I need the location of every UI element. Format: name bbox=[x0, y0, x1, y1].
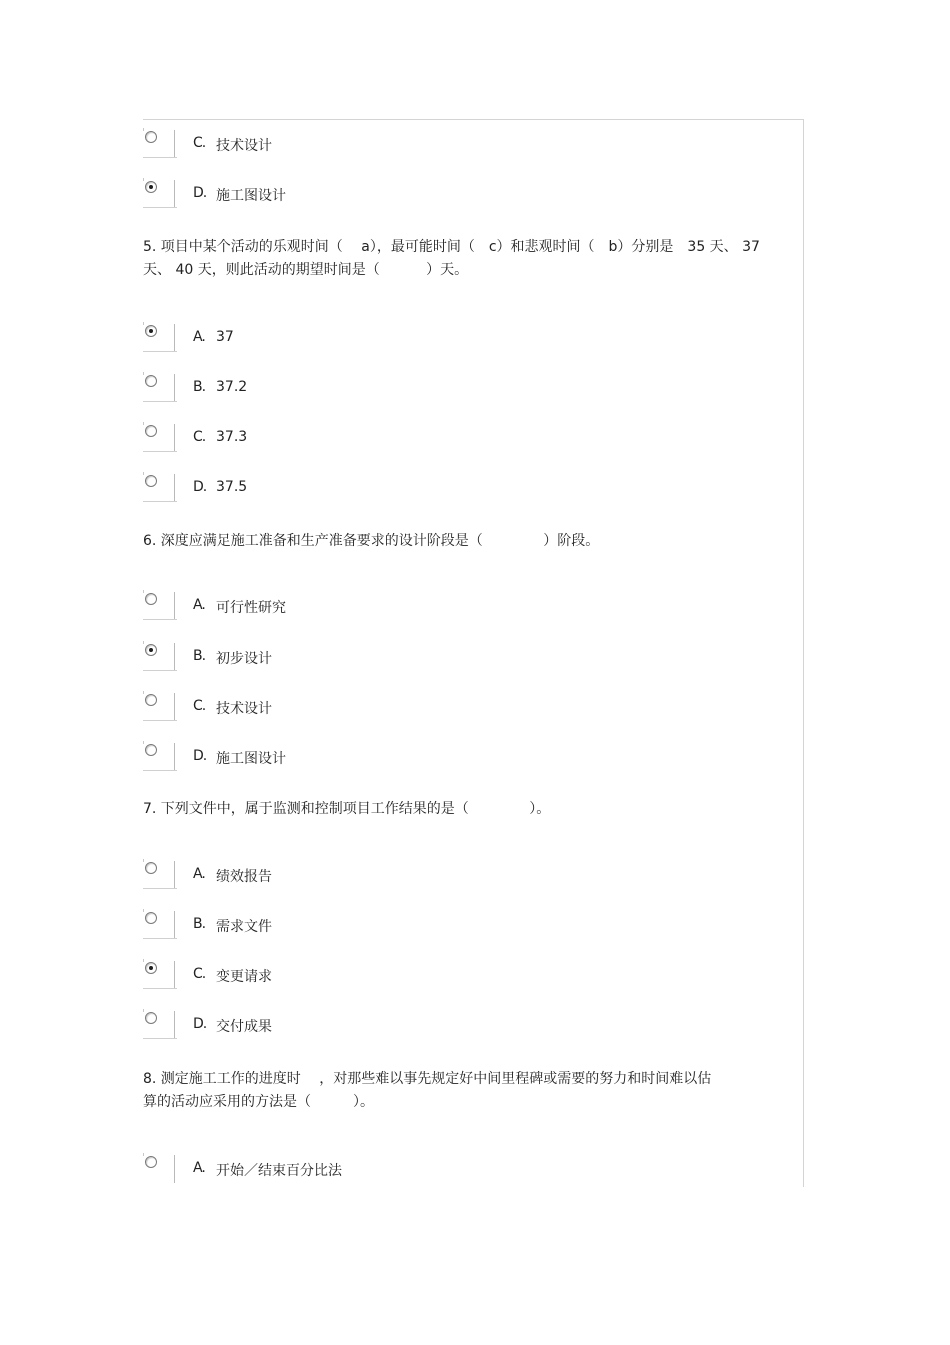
question-8-line-2: 算的活动应采用的方法是（ ）。 bbox=[143, 1094, 374, 1110]
q7-option-a[interactable] bbox=[143, 859, 783, 893]
radio-unselected-icon[interactable] bbox=[145, 375, 157, 387]
question-6-line-1: 6. 深度应满足施工准备和生产准备要求的设计阶段是（ ）阶段。 bbox=[143, 533, 600, 549]
option-text: 施工图设计 bbox=[216, 188, 286, 204]
radio-unselected-icon[interactable] bbox=[145, 694, 157, 706]
q8-option-a[interactable] bbox=[143, 1153, 783, 1187]
option-letter: B. bbox=[193, 916, 206, 932]
option-text: 37.2 bbox=[216, 379, 248, 395]
question-7 bbox=[143, 798, 803, 821]
question-5 bbox=[143, 236, 803, 282]
radio-unselected-icon[interactable] bbox=[145, 425, 157, 437]
q7-option-d[interactable] bbox=[143, 1009, 783, 1043]
radio-unselected-icon[interactable] bbox=[145, 1156, 157, 1168]
option-text: 交付成果 bbox=[216, 1019, 272, 1035]
radio-unselected-icon[interactable] bbox=[145, 1012, 157, 1024]
option-letter: C. bbox=[193, 698, 206, 714]
q6-option-c[interactable] bbox=[143, 691, 783, 725]
q5-option-b[interactable] bbox=[143, 372, 783, 406]
option-text: 技术设计 bbox=[216, 138, 272, 154]
option-text: 37.5 bbox=[216, 479, 248, 495]
option-letter: D. bbox=[193, 748, 207, 764]
option-letter: C. bbox=[193, 966, 206, 982]
option-text: 需求文件 bbox=[216, 919, 272, 935]
question-7-line-1: 7. 下列文件中，属于监测和控制项目工作结果的是（ ）。 bbox=[143, 801, 551, 817]
radio-selected-icon[interactable] bbox=[145, 962, 157, 974]
option-letter: D. bbox=[193, 1016, 207, 1032]
q4-option-c[interactable] bbox=[143, 128, 783, 162]
option-text: 开始／结束百分比法 bbox=[216, 1163, 342, 1179]
radio-selected-icon[interactable] bbox=[145, 644, 157, 656]
radio-unselected-icon[interactable] bbox=[145, 131, 157, 143]
question-6 bbox=[143, 530, 803, 553]
question-5-line-2: 天、 40 天，则此活动的期望时间是（ ）天。 bbox=[143, 262, 469, 278]
option-text: 可行性研究 bbox=[216, 600, 286, 616]
q6-option-d[interactable] bbox=[143, 741, 783, 775]
radio-unselected-icon[interactable] bbox=[145, 862, 157, 874]
option-letter: A. bbox=[193, 866, 205, 882]
option-text: 技术设计 bbox=[216, 701, 272, 717]
q7-option-b[interactable] bbox=[143, 909, 783, 943]
option-letter: B. bbox=[193, 379, 206, 395]
option-text: 绩效报告 bbox=[216, 869, 272, 885]
q6-option-b[interactable] bbox=[143, 641, 783, 675]
option-letter: A. bbox=[193, 597, 205, 613]
question-5-line-1: 5. 项目中某个活动的乐观时间（ a），最可能时间（ c）和悲观时间（ b）分别是 35 天、 37 bbox=[143, 239, 760, 255]
q4-option-d[interactable] bbox=[143, 178, 783, 212]
q6-option-a[interactable] bbox=[143, 590, 783, 624]
option-letter: A. bbox=[193, 329, 205, 345]
q7-option-c[interactable] bbox=[143, 959, 783, 993]
radio-unselected-icon[interactable] bbox=[145, 475, 157, 487]
option-letter: D. bbox=[193, 185, 207, 201]
radio-selected-icon[interactable] bbox=[145, 325, 157, 337]
option-text: 37 bbox=[216, 329, 234, 345]
option-letter: C. bbox=[193, 135, 206, 151]
radio-selected-icon[interactable] bbox=[145, 181, 157, 193]
radio-unselected-icon[interactable] bbox=[145, 744, 157, 756]
option-text: 施工图设计 bbox=[216, 751, 286, 767]
option-letter: A. bbox=[193, 1160, 205, 1176]
option-letter: B. bbox=[193, 648, 206, 664]
option-letter: C. bbox=[193, 429, 206, 445]
option-text: 变更请求 bbox=[216, 969, 272, 985]
q5-option-d[interactable] bbox=[143, 472, 783, 506]
question-8 bbox=[143, 1068, 803, 1114]
q5-option-c[interactable] bbox=[143, 422, 783, 456]
q5-option-a[interactable] bbox=[143, 322, 783, 356]
option-text: 37.3 bbox=[216, 429, 248, 445]
option-text: 初步设计 bbox=[216, 651, 272, 667]
question-8-line-1: 8. 测定施工工作的进度时 ，对那些难以事先规定好中间里程碑或需要的努力和时间难以估 bbox=[143, 1071, 712, 1087]
radio-unselected-icon[interactable] bbox=[145, 593, 157, 605]
option-letter: D. bbox=[193, 479, 207, 495]
radio-unselected-icon[interactable] bbox=[145, 912, 157, 924]
